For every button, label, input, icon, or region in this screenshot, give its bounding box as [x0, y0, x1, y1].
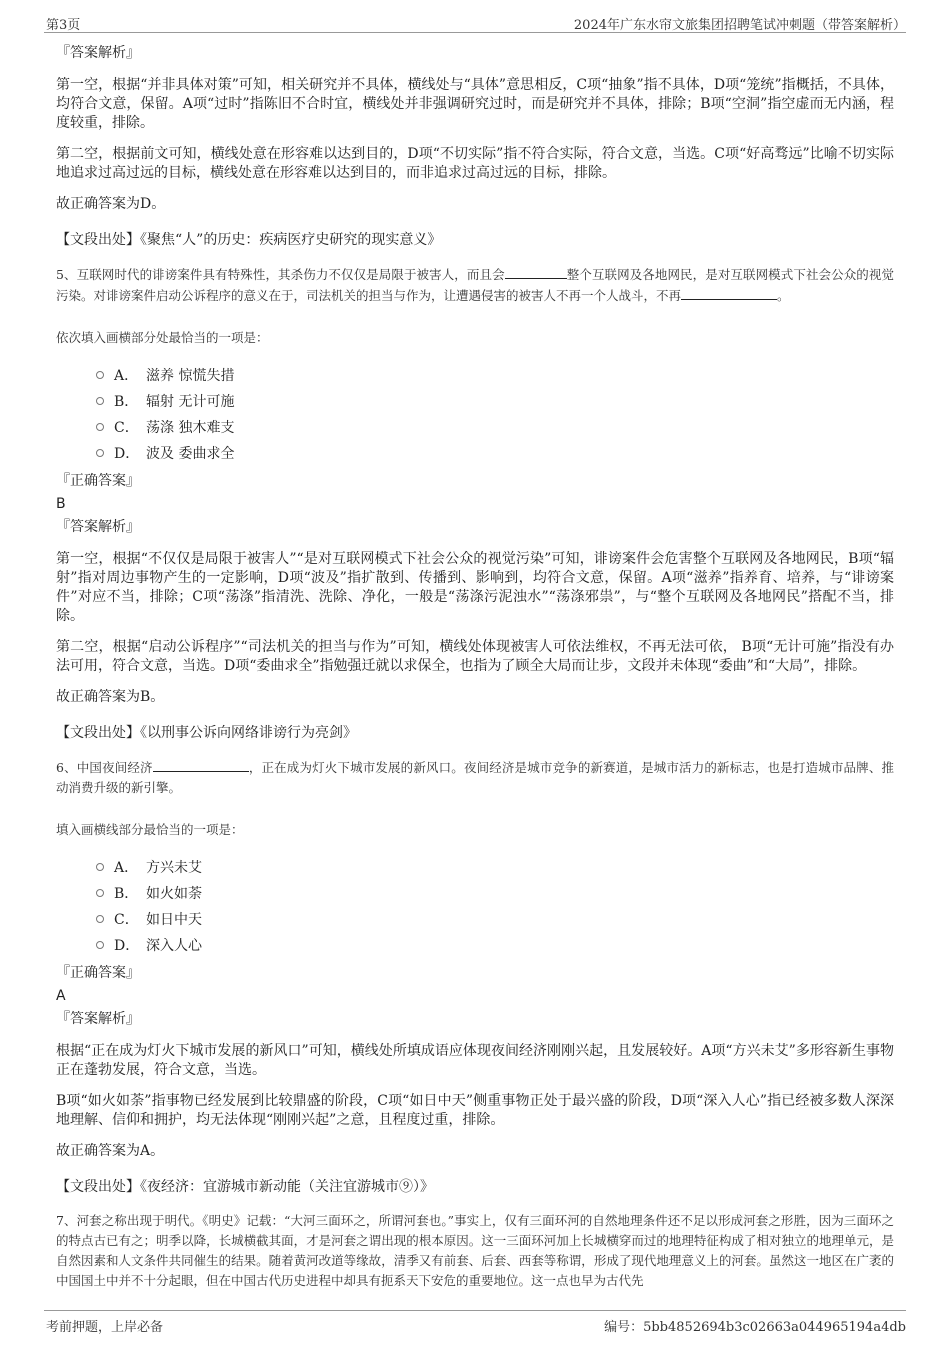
- document-body: [56, 40, 894, 1291]
- question-4-tail: [56, 42, 894, 250]
- analysis-conclusion: 故正确答案为D。: [56, 196, 166, 212]
- analysis-label: 『答案解析』: [56, 1011, 140, 1027]
- radio-icon[interactable]: [96, 423, 104, 431]
- source-citation: 【文段出处】《以刑事公诉向网络诽谤行为亮剑》: [56, 725, 357, 741]
- question-7: [56, 1211, 894, 1291]
- document-id: 编号：5bb4852694b3c02663a044965194a4db: [604, 1320, 906, 1335]
- analysis-paragraph: 第二空，根据前文可知，横线处意在形容难以达到目的，D项“不切实际”指不符合实际，符合文意，当选。C项“好高骛远”比喻不切实际地追求过高过远的目标，横线处意在形容难以达到目的，而非追求过高过远的目标，排除。: [56, 146, 894, 181]
- header-divider: [44, 32, 906, 33]
- option-b[interactable]: B． 如火如荼: [96, 880, 894, 906]
- analysis-paragraph: 第二空，根据“启动公诉程序”“司法机关的担当与作为”可知，横线处体现被害人可依法维权，不再无法可依， B项“无计可施”指没有办法可用，符合文意，当选。D项“委曲求全”指勉强迁就以求保全，也指为了顾全大局而让步，文段并未体现“委曲”和“大局”，排除。: [56, 639, 894, 674]
- analysis-label: 『答案解析』: [56, 45, 140, 61]
- question-5: [56, 264, 894, 743]
- page-number: 第3页: [46, 18, 81, 33]
- question-stem: 5、互联网时代的诽谤案件具有特殊性，其杀伤力不仅仅是局限于被害人，而且会 整个互联网及各地网民，是对互联网模式下社会公众的视觉污染。对诽谤案件启动公诉程序的意义在于，司法机关的担当与作为，让遭遇侵害的被害人不再一个人战斗，不再 。: [56, 264, 894, 306]
- analysis-paragraph: 根据“正在成为灯火下城市发展的新风口”可知，横线处所填成语应体现夜间经济刚刚兴起，且发展较好。A项“方兴未艾”多形容新生事物正在蓬勃发展，符合文意，当选。: [56, 1043, 894, 1078]
- question-6: [56, 757, 894, 1197]
- correct-answer-label: 『正确答案』: [56, 473, 140, 489]
- analysis-conclusion: 故正确答案为A。: [56, 1143, 165, 1159]
- analysis-paragraph: 第一空，根据“不仅仅是局限于被害人”“是对互联网模式下社会公众的视觉污染”可知，诽谤案件会危害整个互联网及各地网民，B项“辐射”指对周边事物产生的一定影响，D项“波及”指扩散到、传播到、影响到，均符合文意，保留。A项“滋养”指养育、培养，与“诽谤案件”对应不当，排除；C项“荡涤”指清洗、洗除、净化，一般是“荡涤污泥浊水”“荡涤邪祟”，与“整个互联网及各地网民”搭配不当，排除。: [56, 551, 894, 624]
- analysis-label: 『答案解析』: [56, 519, 140, 535]
- radio-icon[interactable]: [96, 863, 104, 871]
- option-b[interactable]: B． 辐射 无计可施: [96, 388, 894, 414]
- option-list: [96, 854, 894, 958]
- fill-blank: [153, 757, 249, 772]
- option-c[interactable]: C． 如日中天: [96, 906, 894, 932]
- fill-blank: [505, 264, 567, 279]
- radio-icon[interactable]: [96, 915, 104, 923]
- document-title: 2024年广东水帘文旅集团招聘笔试冲刺题（带答案解析）: [573, 18, 906, 33]
- radio-icon[interactable]: [96, 371, 104, 379]
- correct-answer-label: 『正确答案』: [56, 965, 140, 981]
- radio-icon[interactable]: [96, 889, 104, 897]
- page-header: [0, 0, 950, 32]
- fill-blank: [681, 285, 777, 300]
- option-d[interactable]: D． 波及 委曲求全: [96, 440, 894, 466]
- radio-icon[interactable]: [96, 397, 104, 405]
- option-list: [96, 362, 894, 466]
- option-d[interactable]: D． 深入人心: [96, 932, 894, 958]
- correct-answer: B: [56, 496, 66, 512]
- footer-divider: [44, 1310, 906, 1311]
- analysis-paragraph: 第一空，根据“并非具体对策”可知，相关研究并不具体，横线处与“具体”意思相反，C项“抽象”指不具体，D项“笼统”指概括，不具体，均符合文意，保留。A项“过时”指陈旧不合时宜，横线处并非强调研究过时，而是研究并不具体，排除；B项“空洞”指空虚而无内涵，程度较重，排除。: [56, 77, 894, 131]
- option-a[interactable]: A． 方兴未艾: [96, 854, 894, 880]
- page-footer: [0, 1306, 950, 1346]
- footer-slogan: 考前押题，上岸必备: [46, 1320, 164, 1335]
- source-citation: 【文段出处】《夜经济：宜游城市新动能（关注宜游城市⑨）》: [56, 1179, 434, 1195]
- radio-icon[interactable]: [96, 941, 104, 949]
- question-stem: 7、河套之称出现于明代。《明史》记载：“大河三面环之，所谓河套也。”事实上，仅有三面环河的自然地理条件还不足以形成河套之形胜，因为三面环之的特点古已有之；明季以降，长城横截其面，才是河套之谓出现的根本原因。这一三面环河加上长城横穿而过的地理特征构成了相对独立的地理单元，是自然因素和人文条件共同催生的结果。随着黄河改道等缘故，清季又有前套、后套、西套等称谓，形成了现代地理意义上的河套。虽然这一地区在广袤的中国国土中并不十分起眼，但在中国古代历史进程中却具有扼系天下安危的重要地位。这一点也早为古代先: [56, 1213, 894, 1288]
- option-c[interactable]: C． 荡涤 独木难支: [96, 414, 894, 440]
- question-prompt: 填入画横线部分最恰当的一项是：: [56, 822, 244, 837]
- correct-answer: A: [56, 988, 66, 1004]
- source-citation: 【文段出处】《聚焦“人”的历史：疾病医疗史研究的现实意义》: [56, 232, 442, 248]
- radio-icon[interactable]: [96, 449, 104, 457]
- question-stem: 6、中国夜间经济 ，正在成为灯火下城市发展的新风口。夜间经济是城市竞争的新赛道，是城市活力的新标志，也是打造城市品牌、推动消费升级的新引擎。: [56, 757, 894, 798]
- option-a[interactable]: A． 滋养 惊慌失措: [96, 362, 894, 388]
- question-prompt: 依次填入画横部分处最恰当的一项是：: [56, 330, 269, 345]
- analysis-paragraph: B项“如火如荼”指事物已经发展到比较鼎盛的阶段，C项“如日中天”侧重事物正处于最兴盛的阶段，D项“深入人心”指已经被多数人深深地理解、信仰和拥护，均无法体现“刚刚兴起”之意，且程度过重，排除。: [56, 1093, 894, 1128]
- analysis-conclusion: 故正确答案为B。: [56, 689, 165, 705]
